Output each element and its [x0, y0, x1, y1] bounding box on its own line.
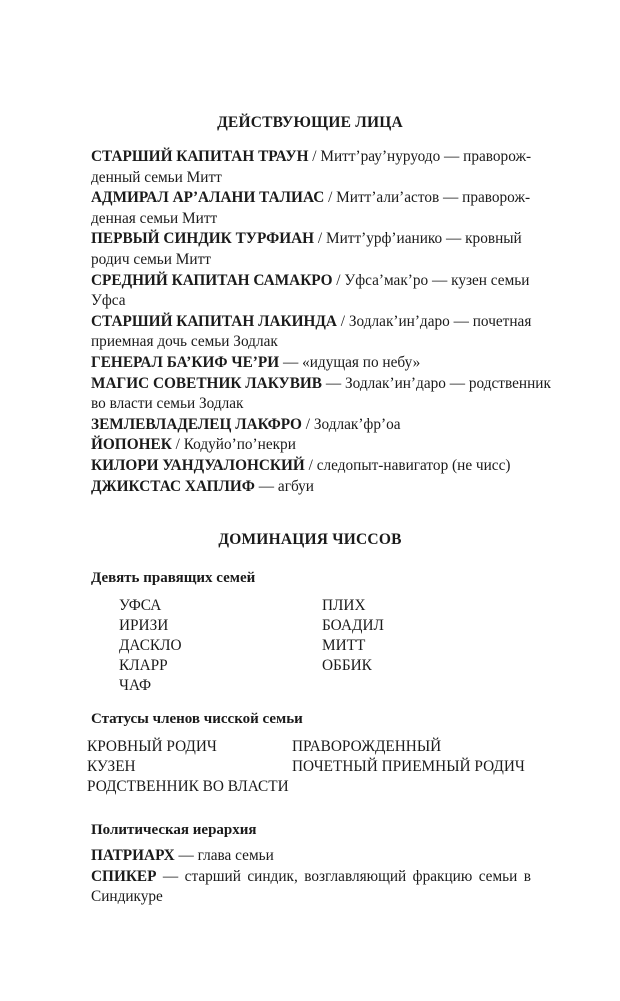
family-name: МИТТ: [322, 637, 366, 654]
cast-line: [91, 312, 531, 333]
status-name: ПРАВОРОЖДЕННЫЙ: [292, 738, 442, 755]
cast-line: [91, 209, 531, 230]
character-name: ПЕРВЫЙ СИНДИК ТУРФИАН: [91, 230, 315, 248]
status-name: ПОЧЕТНЫЙ ПРИЕМНЫЙ РОДИЧ: [292, 758, 525, 775]
character-desc: / Митт’урф’ианико — кровный: [314, 230, 522, 248]
character-desc: денная семьи Митт: [91, 209, 218, 227]
character-name: СТАРШИЙ КАПИТАН ЛАКИНДА: [91, 312, 337, 330]
cast-line: [91, 188, 531, 209]
character-desc: денный семьи Митт: [91, 168, 222, 186]
character-name: ДЖИКСТАС ХАПЛИФ: [91, 477, 255, 495]
section-title-cast: ДЕЙСТВУЮЩИЕ ЛИЦА: [217, 114, 403, 131]
character-desc: родич семьи Митт: [91, 250, 211, 268]
character-name: МАГИС СОВЕТНИК ЛАКУВИВ: [91, 374, 323, 392]
character-name: ЙОПОНЕК: [91, 436, 172, 454]
character-desc: — Зодлак’ин’даро — родственник: [322, 374, 551, 392]
cast-line: [91, 271, 531, 292]
cast-line: [91, 147, 531, 168]
character-desc: приемная дочь семьи Зодлак: [91, 333, 278, 351]
cast-line: [91, 456, 531, 477]
statuses-heading: Статусы членов чисской семьи: [91, 711, 303, 727]
character-desc: — «идущая по небу»: [279, 353, 421, 371]
cast-line: [91, 332, 531, 353]
families-right-column: [322, 596, 384, 676]
character-desc: / Кодуйо’по’некри: [171, 436, 296, 454]
speaker-definition-cont: Синдикуре: [91, 888, 163, 906]
cast-line: [91, 374, 551, 395]
family-name: ИРИЗИ: [119, 617, 169, 634]
hierarchy-heading: Политическая иерархия: [91, 822, 257, 838]
character-desc: / Зодлак’ин’даро — почетная: [336, 312, 532, 330]
cast-line: [91, 435, 531, 456]
character-name: КИЛОРИ УАНДУАЛОНСКИЙ: [91, 456, 305, 474]
character-desc: / Уфса’мак’ро — кузен семьи: [332, 271, 530, 289]
cast-line: [91, 168, 531, 189]
character-desc: во власти семьи Зодлак: [91, 395, 244, 413]
family-name: ДАСКЛО: [119, 637, 182, 654]
character-desc: / Митт’рау’нуруодо — праворож-: [308, 148, 532, 165]
cast-list: [91, 147, 551, 497]
family-name: БОАДИЛ: [322, 617, 384, 634]
character-desc: / Митт’али’астов — праворож-: [324, 189, 531, 207]
section-title-chiss-ascendancy: ДОМИНАЦИЯ ЧИССОВ: [218, 531, 402, 548]
cast-line: [91, 415, 531, 436]
family-name: УФСА: [119, 597, 162, 614]
family-name: КЛАРР: [119, 657, 168, 674]
character-desc: Уфса: [91, 292, 126, 310]
family-name: ОББИК: [322, 657, 372, 674]
cast-line: [91, 229, 531, 250]
cast-line: [91, 477, 531, 498]
hierarchy-definitions: [91, 846, 531, 908]
speaker-definition: [91, 867, 531, 888]
character-desc: / следопыт-навигатор (не чисс): [304, 456, 511, 474]
statuses-right-column: [292, 737, 525, 777]
status-name: КУЗЕН: [87, 758, 136, 775]
family-name: ЧАФ: [119, 677, 152, 694]
families-heading: Девять правящих семей: [91, 570, 256, 586]
character-desc: / Зодлак’фр’оа: [301, 415, 401, 433]
character-name: СТАРШИЙ КАПИТАН ТРАУН: [91, 148, 309, 165]
patriarch-definition: [91, 846, 531, 867]
speaker-desc: — старший синдик, возглавляющий фракцию семьи в: [156, 867, 531, 885]
family-name: ПЛИХ: [322, 597, 366, 614]
character-desc: — агбуи: [254, 477, 314, 495]
cast-line: [91, 394, 531, 415]
cast-line: [91, 250, 531, 271]
statuses-left-column: [87, 737, 289, 797]
cast-line: [91, 353, 531, 374]
cast-line: [91, 291, 531, 312]
patriarch-desc: — глава семьи: [174, 847, 274, 864]
speaker-term: СПИКЕР: [91, 867, 157, 885]
status-name: РОДСТВЕННИК ВО ВЛАСТИ: [87, 778, 289, 795]
families-left-column: [119, 596, 182, 696]
character-name: СРЕДНИЙ КАПИТАН САМАКРО: [91, 271, 333, 289]
character-name: АДМИРАЛ АР’АЛАНИ ТАЛИАС: [91, 189, 325, 207]
patriarch-term: ПАТРИАРХ: [91, 847, 175, 864]
status-name: КРОВНЫЙ РОДИЧ: [87, 738, 217, 755]
character-name: ГЕНЕРАЛ БА’КИФ ЧЕ’РИ: [91, 353, 280, 371]
character-name: ЗЕМЛЕВЛАДЕЛЕЦ ЛАКФРО: [91, 415, 302, 433]
